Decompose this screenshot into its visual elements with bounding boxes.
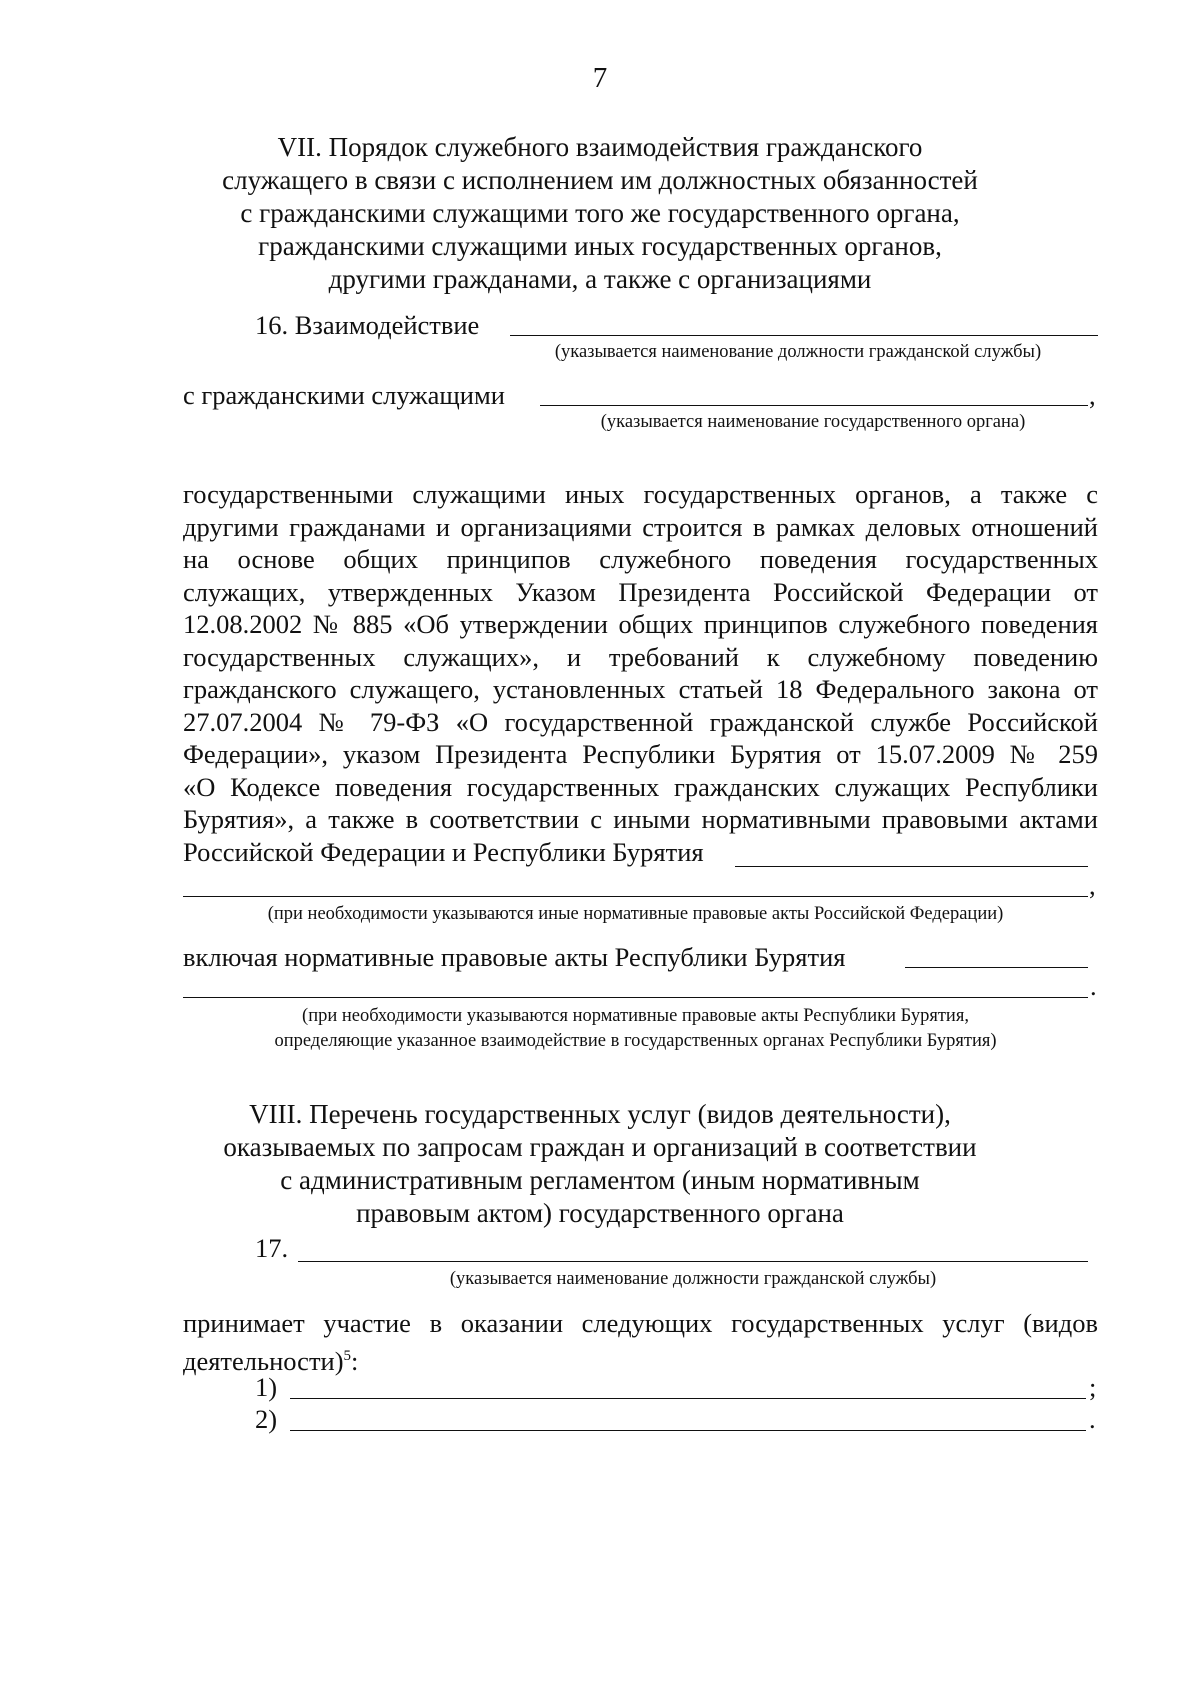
paragraph-line: Российской Федерации и Республики Бурятия [183,836,704,867]
heading-line: с гражданскими служащими того же государственного органа, [240,198,960,228]
participation-paragraph [183,1307,1098,1376]
heading-line: VIII. Перечень государственных услуг (видов деятельности), [249,1099,951,1129]
rf-acts-caption: (при необходимости указываются иные нормативные правовые акты Российской Федерации) [267,904,1004,924]
paragraph-line: Бурятия», а также в соответствии с иными нормативными правовыми актами [183,804,1098,834]
heading-line: служащего в связи с исполнением им должностных обязанностей [222,165,978,195]
paragraph-line-text: деятельности) [183,1345,344,1376]
paragraph-line: Федерации», указом Президента Республики Бурятия от 15.07.2009 № 259 [183,739,1098,769]
rf-acts-blank-line-1[interactable] [735,866,1088,867]
paragraph-line: принимает участие в оказании следующих государственных услуг (видов [183,1308,1098,1338]
rf-acts-blank-line-2[interactable] [183,896,1088,897]
comma: , [1089,380,1096,410]
rb-acts-caption-line: определяющие указанное взаимодействие в государственных органах Республики Бурятия) [274,1031,997,1051]
paragraph-line: другими гражданами и организациями строится в рамках деловых отношений [183,511,1098,542]
paragraph-line: 12.08.2002 № 885 «Об утверждении общих принципов служебного поведения [183,609,1098,639]
position-caption: (указывается наименование должности гражданской службы) [554,342,1042,362]
item-16-label: 16. Взаимодействие [255,310,480,340]
rb-acts-blank-line-2[interactable] [183,997,1088,998]
item-17-label: 17. [255,1233,289,1263]
list-item-end-mark: ; [1089,1372,1097,1402]
paragraph-line: 27.07.2004 № 79-ФЗ «О государственной гражданской службе Российской [183,706,1098,737]
paragraph-line: «О Кодексе поведения государственных гражданских служащих Республики [183,771,1098,802]
list-item-2-blank-line[interactable] [290,1430,1086,1431]
list-item-end-mark: . [1089,1404,1096,1434]
paragraph-line: гражданского служащего, установленных статьей 18 Федерального закона от [183,674,1098,704]
including-label: включая нормативные правовые акты Республики Бурятия [183,942,846,972]
list-item-number: 2) [255,1404,278,1434]
page-number: 7 [592,62,608,94]
organ-caption: (указывается наименование государственного органа) [600,412,1026,432]
heading-line: гражданскими служащими иных государственных органов, [258,231,942,261]
list-item-1-blank-line[interactable] [290,1398,1086,1399]
section-8-heading [150,1098,1050,1230]
paragraph-line: служащих, утвержденных Указом Президента Российской Федерации от [183,576,1098,607]
paragraph-line: на основе общих принципов служебного поведения государственных [183,544,1098,574]
organ-blank-line[interactable] [540,405,1088,406]
position-blank-line[interactable] [510,335,1098,336]
civil-servants-label: с гражданскими служащими [183,380,505,410]
paragraph-line [183,1340,1098,1376]
rb-acts-blank-line-1[interactable] [905,967,1088,968]
heading-line: VII. Порядок служебного взаимодействия гражданского [277,132,923,162]
heading-line: другими гражданами, а также с организациями [328,264,872,294]
interaction-paragraph [183,478,1098,868]
comma: , [1089,870,1096,900]
item-17-blank-line[interactable] [298,1261,1088,1262]
heading-line: оказываемых по запросам граждан и организаций в соответствии [223,1132,977,1162]
period: . [1090,971,1097,1001]
paragraph-line: государственными служащими иных государственных органов, а также с [183,479,1098,509]
colon: : [351,1345,359,1376]
rb-acts-caption-line: (при необходимости указываются нормативные правовые акты Республики Бурятия, [302,1006,969,1026]
heading-line: правовым актом) государственного органа [356,1198,844,1228]
list-item-number: 1) [255,1372,278,1402]
item-17-caption: (указывается наименование должности гражданской службы) [449,1269,937,1289]
footnote-mark: 5 [343,1347,352,1364]
section-7-heading [150,131,1050,296]
paragraph-line: государственных служащих», и требований к служебному поведению [183,641,1098,672]
heading-line: с административным регламентом (иным нормативным [280,1165,920,1195]
